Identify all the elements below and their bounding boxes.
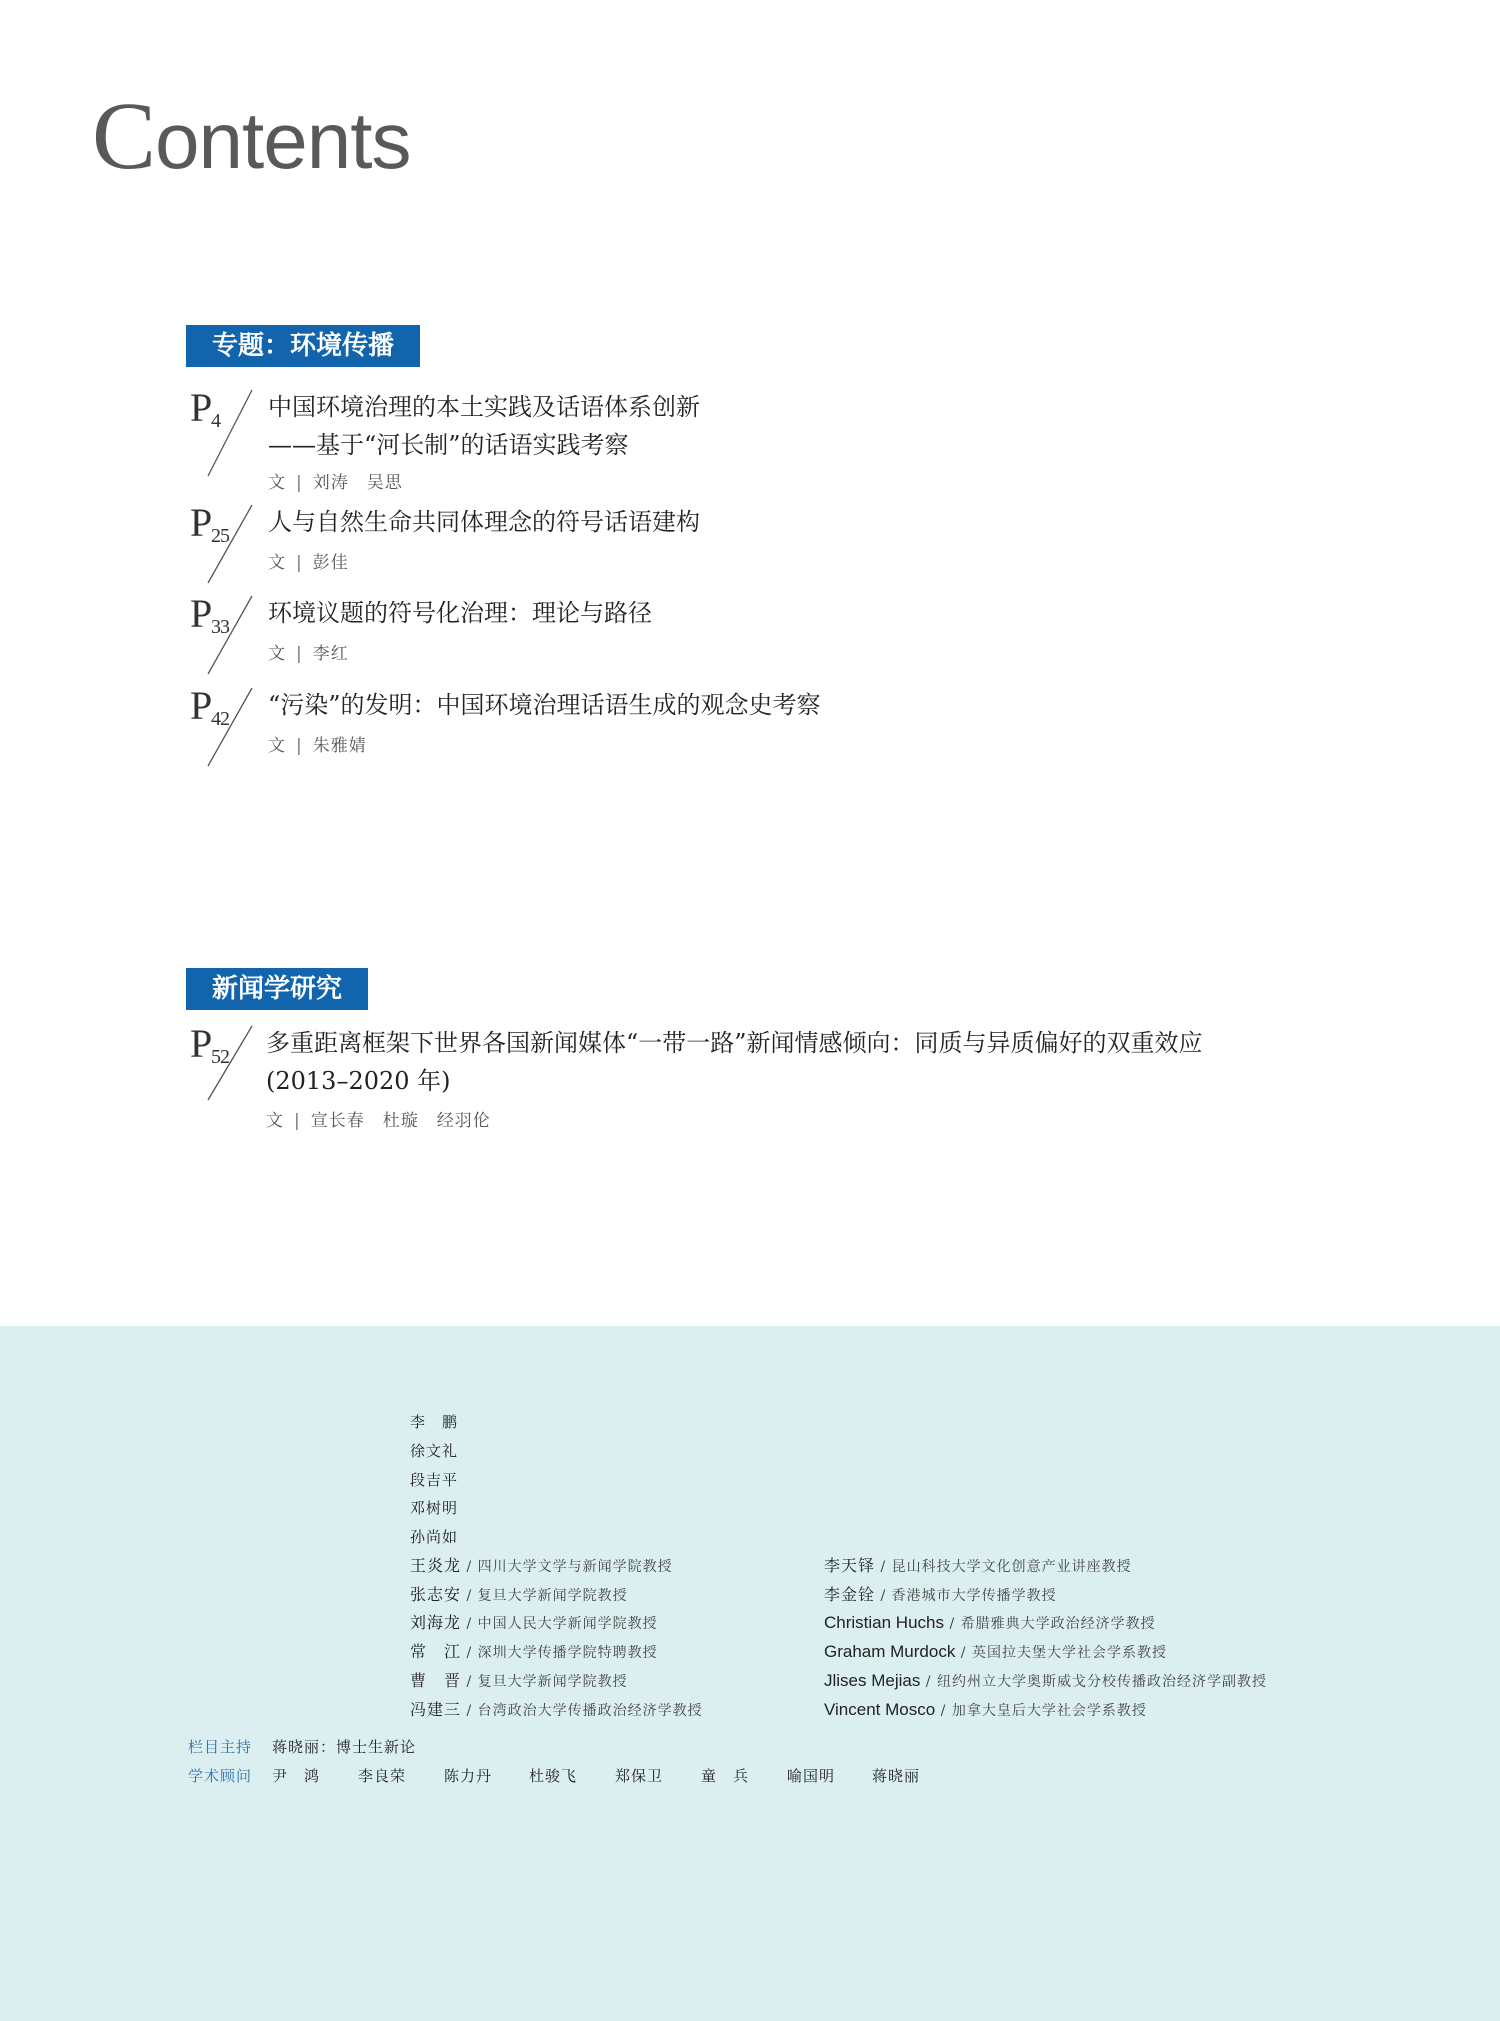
- entry-authors: 文 | 宣长春 杜璇 经羽伦: [266, 1111, 491, 1131]
- page-number: P 25: [186, 505, 252, 601]
- entry-authors: 文 | 刘涛 吴思: [268, 473, 403, 493]
- entry-title: 多重距离框架下世界各国新闻媒体“一带一路”新闻情感倾向：同质与异质偏好的双重效应 (2013–2020 年): [266, 1029, 1203, 1095]
- page-number: P 42: [186, 688, 252, 784]
- entry-title: “污染”的发明：中国环境治理话语生成的观念史考察: [268, 691, 821, 719]
- entry-authors: 文 | 朱雅婧: [268, 736, 367, 756]
- entry-title: 中国环境治理的本土实践及话语体系创新 ——基于“河长制”的话语实践考察: [268, 393, 700, 459]
- page-number: P 33: [186, 596, 252, 692]
- editorial-board: [0, 1326, 1500, 2021]
- section-tag-journalism: 新闻学研究: [186, 968, 368, 1010]
- page-number: P 52: [186, 1026, 252, 1122]
- section-tag-environment: 专题：环境传播: [186, 325, 420, 367]
- slash-divider: [186, 390, 252, 486]
- page-number: P 4: [186, 390, 252, 486]
- entry-title: 环境议题的符号化治理：理论与路径: [268, 599, 652, 627]
- entry-authors: 文 | 李红: [268, 644, 349, 664]
- page-title: Contents: [92, 82, 411, 189]
- entry-title: 人与自然生命共同体理念的符号话语建构: [268, 508, 700, 536]
- entry-authors: 文 | 彭佳: [268, 553, 349, 573]
